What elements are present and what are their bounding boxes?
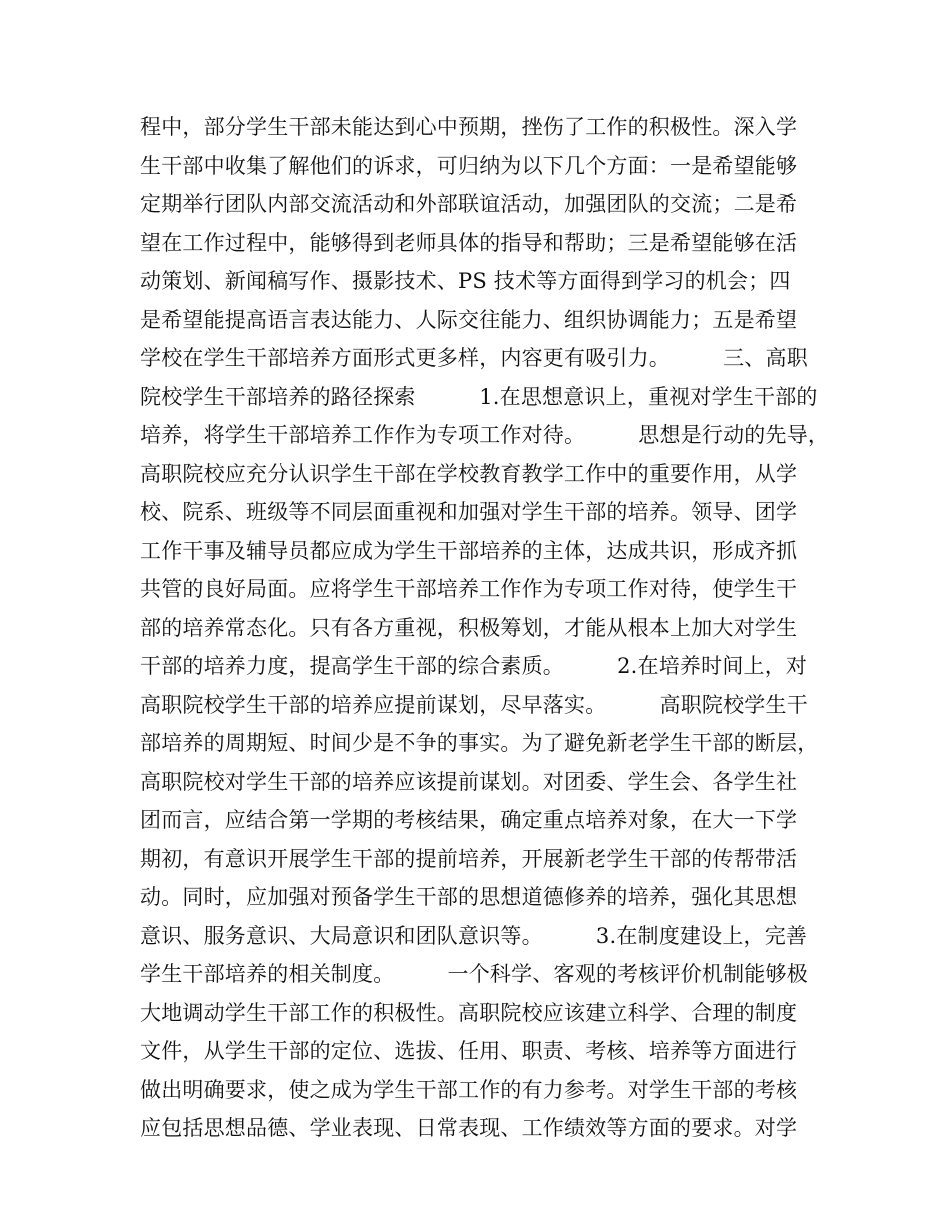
text-line: 部培养的周期短、时间少是不争的事实。为了避免新老学生干部的断层，	[140, 731, 819, 755]
text-line: 干部的培养力度，提高学生干部的综合素质。 2.在培养时间上，对	[140, 654, 808, 678]
text-line: 培养，将学生干部培养工作作为专项工作对待。 思想是行动的先导，	[140, 423, 830, 447]
text-line: 高职院校对学生干部的培养应该提前谋划。对团委、学生会、各学生社	[140, 769, 798, 794]
text-line: 生干部中收集了解他们的诉求，可归纳为以下几个方面：一是希望能够	[140, 153, 798, 178]
text-line: 工作干事及辅导员都应成为学生干部培养的主体，达成共识，形成齐抓	[140, 538, 798, 563]
text-line: 共管的良好局面。应将学生干部培养工作作为专项工作对待，使学生干	[140, 577, 798, 601]
text-line: 高职院校应充分认识学生干部在学校教育教学工作中的重要作用，从学	[140, 461, 798, 486]
text-line: 团而言，应结合第一学期的考核结果，确定重点培养对象，在大一下学	[140, 808, 798, 832]
text-line: 应包括思想品德、学业表现、日常表现、工作绩效等方面的要求。对学	[140, 1116, 798, 1140]
text-line: 是希望能提高语言表达能力、人际交往能力、组织协调能力；五是希望	[140, 307, 798, 332]
text-line: 校、院系、班级等不同层面重视和加强对学生干部的培养。领导、团学	[140, 500, 798, 524]
text-line: 意识、服务意识、大局意识和团队意识等。 3.在制度建设上，完善	[140, 923, 808, 948]
text-line: 程中，部分学生干部未能达到心中预期，挫伤了工作的积极性。深入学	[140, 115, 798, 139]
text-line: 望在工作过程中，能够得到老师具体的指导和帮助；三是希望能够在活	[140, 230, 798, 255]
text-line: 高职院校学生干部的培养应提前谋划，尽早落实。 高职院校学生干	[140, 692, 808, 717]
text-line: 做出明确要求，使之成为学生干部工作的有力参考。对学生干部的考核	[140, 1077, 798, 1102]
text-line: 文件，从学生干部的定位、选拔、任用、职责、考核、培养等方面进行	[140, 1039, 798, 1063]
text-line: 期初，有意识开展学生干部的提前培养，开展新老学生干部的传帮带活	[140, 846, 798, 871]
text-line: 院校学生干部培养的路径探索 1.在思想意识上，重视对学生干部的	[140, 384, 818, 409]
text-line: 大地调动学生干部工作的积极性。高职院校应该建立科学、合理的制度	[140, 1000, 798, 1025]
text-line: 学生干部培养的相关制度。 一个科学、客观的考核评价机制能够极	[140, 962, 808, 986]
body-text	[140, 108, 830, 1148]
text-line: 动策划、新闻稿写作、摄影技术、PS 技术等方面得到学习的机会；四	[140, 269, 791, 293]
text-line: 部的培养常态化。只有各方重视，积极筹划，才能从根本上加大对学生	[140, 615, 798, 640]
text-line: 学校在学生干部培养方面形式更多样，内容更有吸引力。 三、高职	[140, 346, 808, 370]
text-line: 定期举行团队内部交流活动和外部联谊活动，加强团队的交流；二是希	[140, 192, 798, 216]
text-line: 动。同时，应加强对预备学生干部的思想道德修养的培养，强化其思想	[140, 885, 798, 909]
